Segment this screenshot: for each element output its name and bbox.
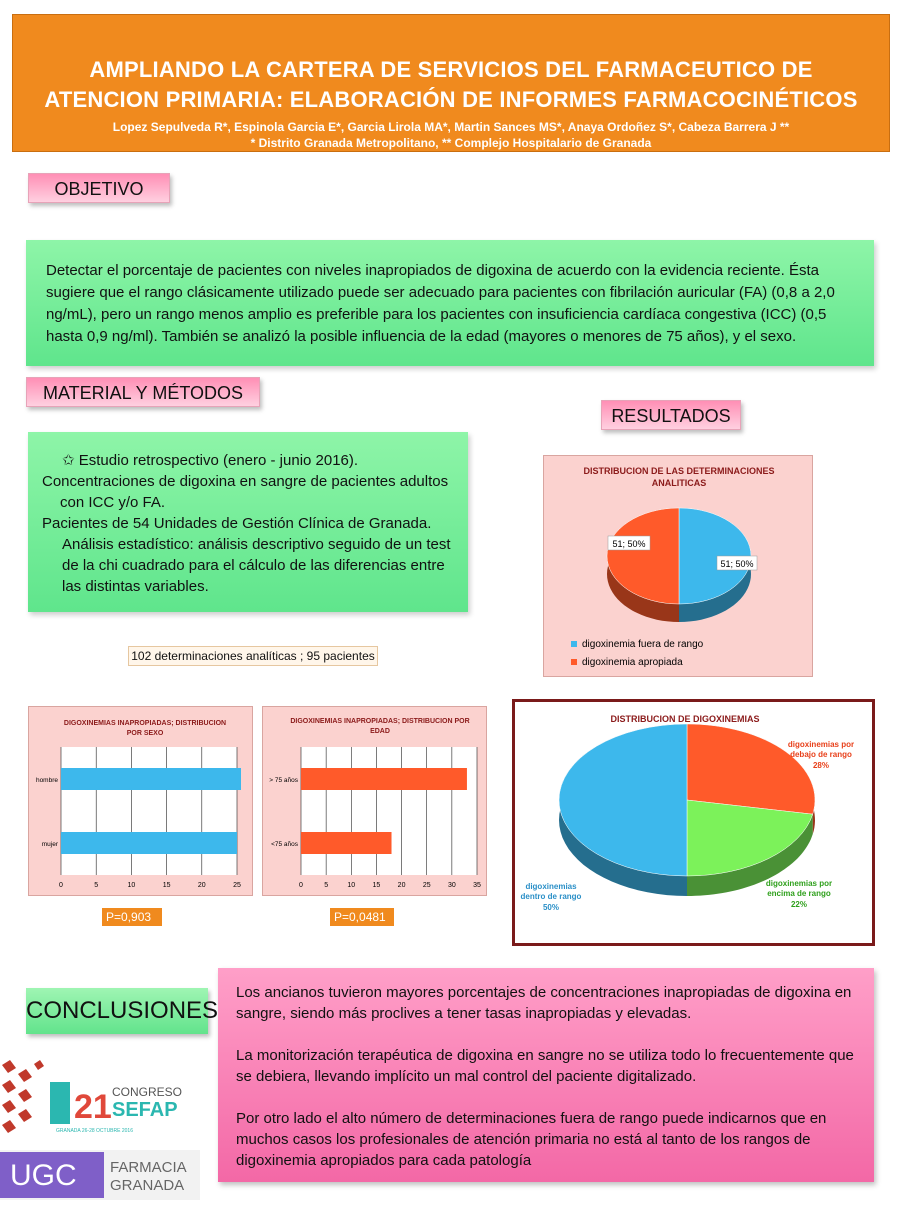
tick-label: 5 [94, 882, 99, 889]
conclusion-1: Los ancianos tuvieron mayores porcentajes de concentraciones inapropiadas de digoxina en sangre, siendo más proclives a tener tasas inapropiadas y elevadas. [236, 984, 852, 1022]
chart-determinaciones [544, 456, 814, 678]
chart2-title-l1: DIGOXINEMIAS INAPROPIADAS; DISTRIBUCION [63, 720, 227, 727]
objetivo-text: Detectar el porcentaje de pacientes con niveles inapropiados de digoxina de acuerdo con la evidencia reciente. Ésta sugiere que el rango clásicamente utilizado puede ser adecuado para pacientes con fibrilación auricular (FA) (0,8 a 2,0 ng/mL), pero un rango menos amplio es preferible para los pacientes con insuficiencia cardíaca congestiva (ICC) (0,5 hasta 0,9 ng/ml). También se analizó la posible influencia de la edad (mayores o menores de 75 años), y el sexo. [26, 240, 874, 366]
star-icon: ✩ [62, 452, 75, 469]
chart4-title: DISTRIBUCION DE DIGOXINEMIAS [610, 714, 760, 724]
congress-arch-icon [50, 1082, 70, 1124]
pie1-group [607, 508, 757, 622]
plot-area [61, 747, 237, 875]
sample-note: 102 determinaciones analíticas ; 95 pacientes [128, 646, 378, 666]
chart3-title-l1: DIGOXINEMIAS INAPROPIADAS; DISTRIBUCION POR [290, 718, 470, 725]
pie2-label-within-l1: digoxinemias [525, 882, 577, 891]
legend1-swatch-1 [571, 659, 577, 665]
pie-slice-0 [687, 724, 815, 814]
material-text [28, 432, 468, 612]
tick-label: 0 [59, 882, 63, 889]
pie2-label-above-l2: encima de rango [767, 889, 831, 898]
bar-0 [301, 768, 467, 790]
authors: Lopez Sepulveda R*, Espinola Garcia E*, Garcia Lirola MA*, Martin Sances MS*, Anaya Ordoñez S*, Cabeza Barrera J ** [112, 120, 790, 134]
pie2-label-above-pct: 22% [790, 900, 808, 909]
resultados-heading: RESULTADOS [601, 400, 741, 430]
bar-0 [61, 768, 241, 790]
p-value-sexo: P=0,903 [102, 908, 162, 926]
conclusion-3: Por otro lado el alto número de determinaciones fuera de rango puede indicarnos que en muchos casos los profesionales de atención primaria no está al tanto de los rangos de digoxinemia apropiados para cada patología [236, 1110, 827, 1169]
material-line-3: Pacientes de 54 Unidades de Gestión Clínica de Granada. [42, 515, 432, 532]
tick-label: 15 [162, 882, 171, 889]
affiliations: * Distrito Granada Metropolitano, ** Complejo Hospitalario de Granada [250, 136, 652, 150]
conclusiones-heading: CONCLUSIONES [26, 988, 208, 1034]
tick-label: 0 [299, 882, 303, 889]
legend1-label-1: digoxinemia apropiada [582, 657, 683, 668]
chart-edad-panel [262, 706, 487, 896]
pie2-label-below-l1: digoxinemias por [787, 740, 855, 749]
chart3-title-l2: EDAD [370, 728, 390, 735]
logos [0, 1060, 202, 1200]
pie2-group [559, 724, 815, 896]
granada-text: GRANADA [110, 1177, 185, 1194]
chart-edad [263, 707, 488, 897]
material-line-2: Concentraciones de digoxina en sangre de pacientes adultos con ICC y/o FA. [42, 473, 449, 511]
tick-label: 35 [473, 882, 481, 889]
pattern-decoration [2, 1060, 44, 1133]
logos-area [0, 1060, 202, 1200]
material-line-4: Análisis estadístico: análisis descriptivo seguido de un test de la chi cuadrado para el cálculo de las diferencias entre las distintas variables. [62, 536, 451, 595]
tick-label: 10 [127, 882, 136, 889]
ugc-text: UGC [10, 1159, 77, 1192]
pie2-label-below-l2: debajo de rango [790, 750, 852, 759]
tick-label: 15 [372, 882, 381, 889]
title-line-2: ATENCION PRIMARIA: ELABORACIÓN DE INFORMES FARMACOCINÉTICOS [44, 87, 858, 112]
pie2-label-below-pct: 28% [812, 761, 830, 770]
tick-label: 30 [447, 882, 456, 889]
bar-1 [61, 832, 237, 854]
poster-header [12, 14, 890, 152]
pie1-datalabel-1 [608, 536, 650, 550]
plot-area [301, 747, 477, 875]
farmacia-text: FARMACIA [110, 1159, 187, 1176]
bar-1 [301, 832, 392, 854]
objetivo-heading: OBJETIVO [28, 173, 170, 203]
pie2-label-above-l1: digoxinemias por [765, 879, 833, 888]
congress-word: CONGRESO [112, 1085, 183, 1099]
pie2-label-within-pct: 50% [542, 903, 560, 912]
legend1-swatch-0 [571, 641, 577, 647]
tick-label: 5 [324, 882, 329, 889]
chart-sexo [29, 707, 254, 897]
title-line-1: AMPLIANDO LA CARTERA DE SERVICIOS DEL FARMACEUTICO DE [89, 57, 813, 82]
category-label: hombre [35, 777, 58, 784]
conclusion-2: La monitorización terapéutica de digoxina en sangre no se utiliza todo lo frecuentemente que se debiera, llevando implícito un mal control del paciente digitalizado. [236, 1047, 854, 1085]
poster-title [13, 55, 889, 115]
svg-text:51; 50%: 51; 50% [612, 539, 646, 549]
legend1-label-0: digoxinemia fuera de rango [582, 639, 704, 650]
tick-label: 25 [422, 882, 431, 889]
pie2-label-within-l2: dentro de rango [520, 892, 582, 901]
tick-label: 20 [397, 882, 406, 889]
material-heading: MATERIAL Y MÉTODOS [26, 377, 260, 407]
tick-label: 25 [233, 882, 241, 889]
category-label: > 75 años [269, 777, 298, 784]
chart-distribucion [515, 702, 872, 943]
category-label: mujer [41, 841, 58, 848]
material-line-1: Estudio retrospectivo (enero - junio 2016). [78, 452, 359, 469]
chart-determinaciones-panel [543, 455, 813, 677]
p-value-edad: P=0,0481 [330, 908, 394, 926]
svg-text:51; 50%: 51; 50% [720, 559, 754, 569]
chart1-title-line2: ANALITICAS [651, 478, 707, 488]
chart2-title-l2: POR SEXO [126, 730, 164, 737]
chart-distribucion-panel [512, 699, 875, 946]
chart-sexo-panel [28, 706, 253, 896]
tick-label: 20 [197, 882, 206, 889]
tick-label: 10 [347, 882, 356, 889]
congress-name: SEFAP [112, 1099, 178, 1121]
category-label: <75 años [271, 841, 298, 848]
congress-place: GRANADA 26-28 OCTUBRE 2016 [56, 1128, 133, 1134]
congress-number: 21 [74, 1088, 112, 1126]
pie1-datalabel-0 [717, 556, 757, 570]
conclusiones-text [218, 968, 874, 1182]
chart1-title-line1: DISTRIBUCION DE LAS DETERMINACIONES [583, 466, 775, 476]
